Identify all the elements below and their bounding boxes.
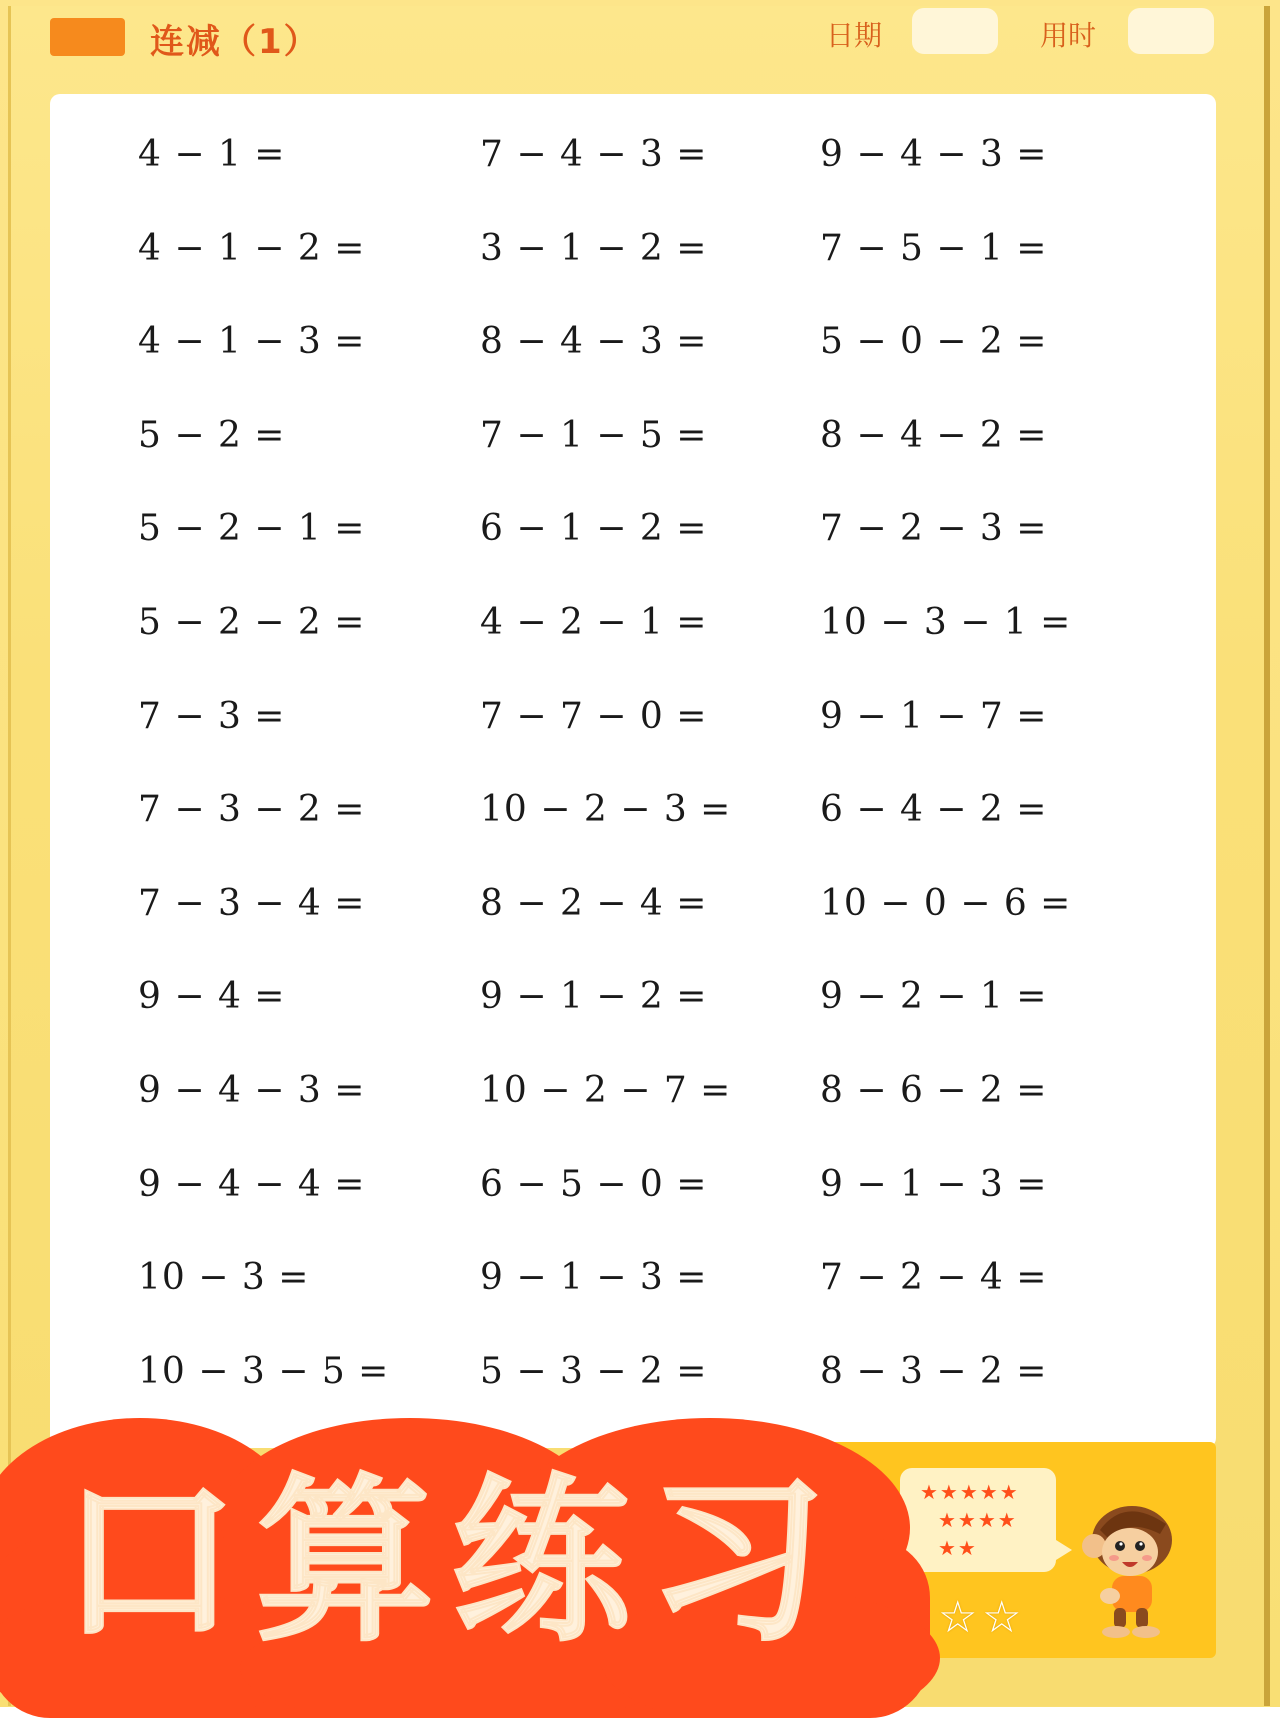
problem-item: 5 − 2 = [138, 415, 286, 456]
problem-item: 9 − 4 − 4 = [138, 1164, 366, 1205]
banner-title: 口算练习 [60, 1458, 844, 1665]
problem-item: 5 − 0 − 2 = [820, 321, 1048, 362]
date-label: 日期 [826, 19, 883, 52]
star-row-1: ★★★★★ [920, 1480, 1020, 1504]
rating-star-icon[interactable]: ☆ [938, 1592, 978, 1643]
problem-item: 7 − 7 − 0 = [480, 696, 708, 737]
problem-item: 5 − 3 − 2 = [480, 1351, 708, 1392]
star-row-2: ★★★★ [938, 1508, 1018, 1532]
problem-item: 10 − 3 = [138, 1257, 310, 1298]
problem-item: 8 − 4 − 2 = [820, 415, 1048, 456]
problem-item: 4 − 1 − 2 = [138, 228, 366, 269]
problem-item: 6 − 4 − 2 = [820, 789, 1048, 830]
problem-item: 8 − 6 − 2 = [820, 1070, 1048, 1111]
problem-item: 10 − 2 − 7 = [480, 1070, 732, 1111]
problem-item: 10 − 2 − 3 = [480, 789, 732, 830]
problem-item: 7 − 3 − 2 = [138, 789, 366, 830]
header-tab-decoration [50, 18, 125, 56]
problem-item: 3 − 1 − 2 = [480, 228, 708, 269]
problem-item: 7 − 3 − 4 = [138, 883, 366, 924]
problem-item: 7 − 2 − 3 = [820, 508, 1048, 549]
problem-item: 7 − 1 − 5 = [480, 415, 708, 456]
problem-item: 10 − 3 − 1 = [820, 602, 1072, 643]
problem-item: 8 − 2 − 4 = [480, 883, 708, 924]
time-used-label: 用时 [1040, 19, 1097, 52]
problem-item: 4 − 1 − 3 = [138, 321, 366, 362]
problem-item: 4 − 2 − 1 = [480, 602, 708, 643]
problem-item: 9 − 4 − 3 = [820, 134, 1048, 175]
date-field[interactable] [912, 8, 998, 54]
monkey-mascot-icon [1070, 1500, 1190, 1640]
problem-item: 9 − 1 − 7 = [820, 696, 1048, 737]
problem-item: 6 − 5 − 0 = [480, 1164, 708, 1205]
problem-item: 9 − 4 = [138, 976, 286, 1017]
problem-sheet [50, 94, 1216, 1448]
problem-item: 6 − 1 − 2 = [480, 508, 708, 549]
time-used-field[interactable] [1128, 8, 1214, 54]
problem-item: 5 − 2 − 1 = [138, 508, 366, 549]
problem-item: 9 − 2 − 1 = [820, 976, 1048, 1017]
problem-item: 9 − 1 − 3 = [480, 1257, 708, 1298]
problem-item: 7 − 2 − 4 = [820, 1257, 1048, 1298]
problem-item: 7 − 3 = [138, 696, 286, 737]
rating-star-icon[interactable]: ☆ [982, 1592, 1022, 1643]
problem-item: 10 − 3 − 5 = [138, 1351, 390, 1392]
problem-item: 9 − 1 − 2 = [480, 976, 708, 1017]
problem-item: 8 − 3 − 2 = [820, 1351, 1048, 1392]
worksheet-title: 连减（1） [150, 22, 320, 62]
problem-item: 5 − 2 − 2 = [138, 602, 366, 643]
problem-item: 9 − 4 − 3 = [138, 1070, 366, 1111]
problem-item: 7 − 5 − 1 = [820, 228, 1048, 269]
problem-item: 7 − 4 − 3 = [480, 134, 708, 175]
problem-item: 10 − 0 − 6 = [820, 883, 1072, 924]
problem-item: 4 − 1 = [138, 134, 286, 175]
star-row-3: ★★ [938, 1536, 978, 1560]
problem-item: 8 − 4 − 3 = [480, 321, 708, 362]
problem-item: 9 − 1 − 3 = [820, 1164, 1048, 1205]
